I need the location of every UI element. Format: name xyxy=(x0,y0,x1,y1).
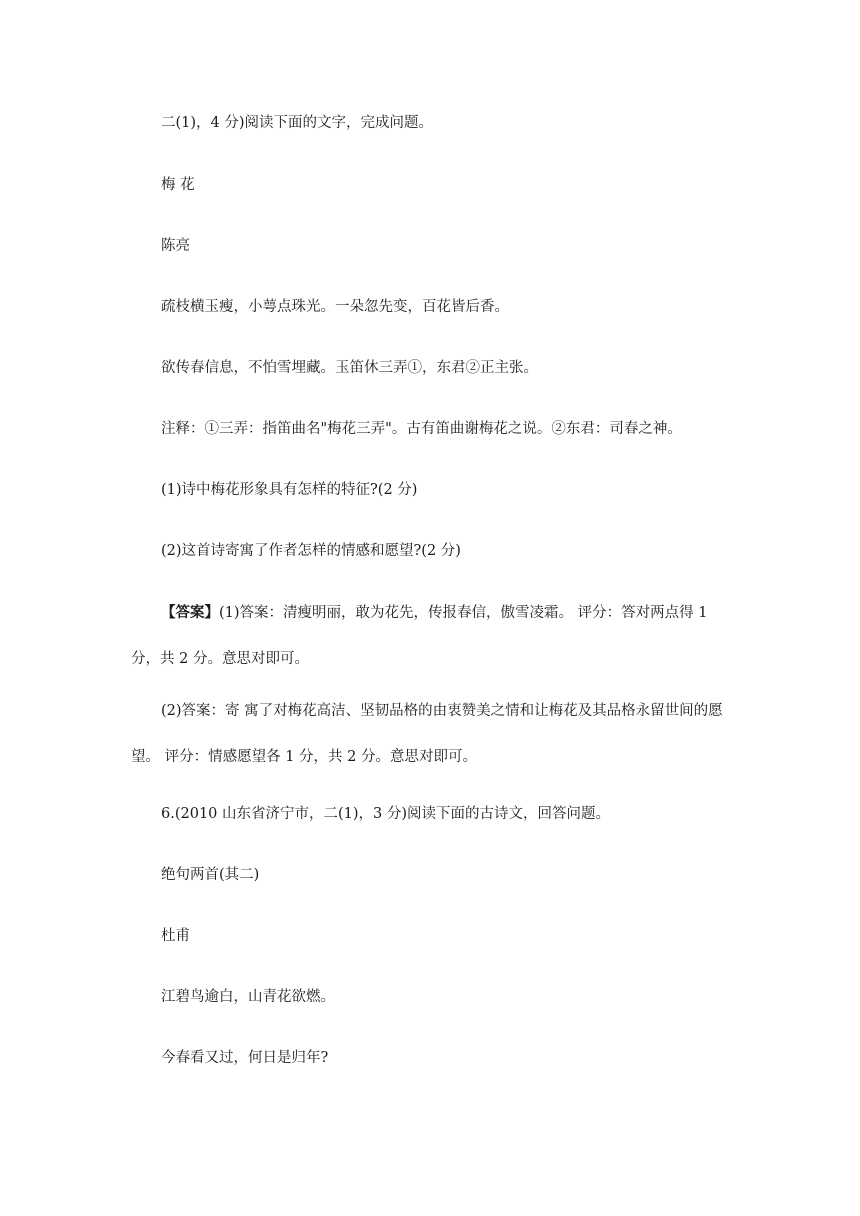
poem2-line-2: 今春看又过，何日是归年? xyxy=(161,1050,329,1066)
question-2: (2)这首诗寄寓了作者怎样的情感和愿望?(2 分) xyxy=(161,543,461,559)
poem2-line-1: 江碧鸟逾白，山青花欲燃。 xyxy=(161,989,335,1005)
answer-1 xyxy=(131,590,741,682)
poem-line-1: 疏枝横玉瘦，小萼点珠光。一朵忽先变，百花皆后香。 xyxy=(161,299,509,315)
poem-title: 梅 花 xyxy=(161,177,195,193)
poem-author: 陈亮 xyxy=(161,238,190,254)
answer-2: (2)答案：寄 寓了对梅花高洁、坚韧品格的由衷赞美之情和让梅花及其品格永留世间的愿望。 评分：情感愿望各 1 分，共 2 分。意思对即可。 xyxy=(131,703,723,765)
answer-label: 【答案】 xyxy=(161,604,219,621)
question-6-intro: 6.(2010 山东省济宁市，二(1)，3 分)阅读下面的古诗文，回答问题。 xyxy=(161,806,611,822)
poem-notes: 注释：①三弄：指笛曲名"梅花三弄"。古有笛曲谢梅花之说。②东君：司春之神。 xyxy=(161,421,682,437)
question-intro: 二(1)，4 分)阅读下面的文字，完成问题。 xyxy=(161,115,434,131)
poem2-title: 绝句两首(其二) xyxy=(161,867,260,883)
answer-1-text: (1)答案：清瘦明丽，敢为花先，传报春信，傲雪凌霜。 评分：答对两点得 1 分，共 2 分。意思对即可。 xyxy=(131,605,708,667)
poem2-author: 杜甫 xyxy=(161,928,190,944)
question-1: (1)诗中梅花形象具有怎样的特征?(2 分) xyxy=(161,482,418,498)
poem-line-2: 欲传春信息，不怕雪埋藏。玉笛休三弄①，东君②正主张。 xyxy=(161,360,538,376)
